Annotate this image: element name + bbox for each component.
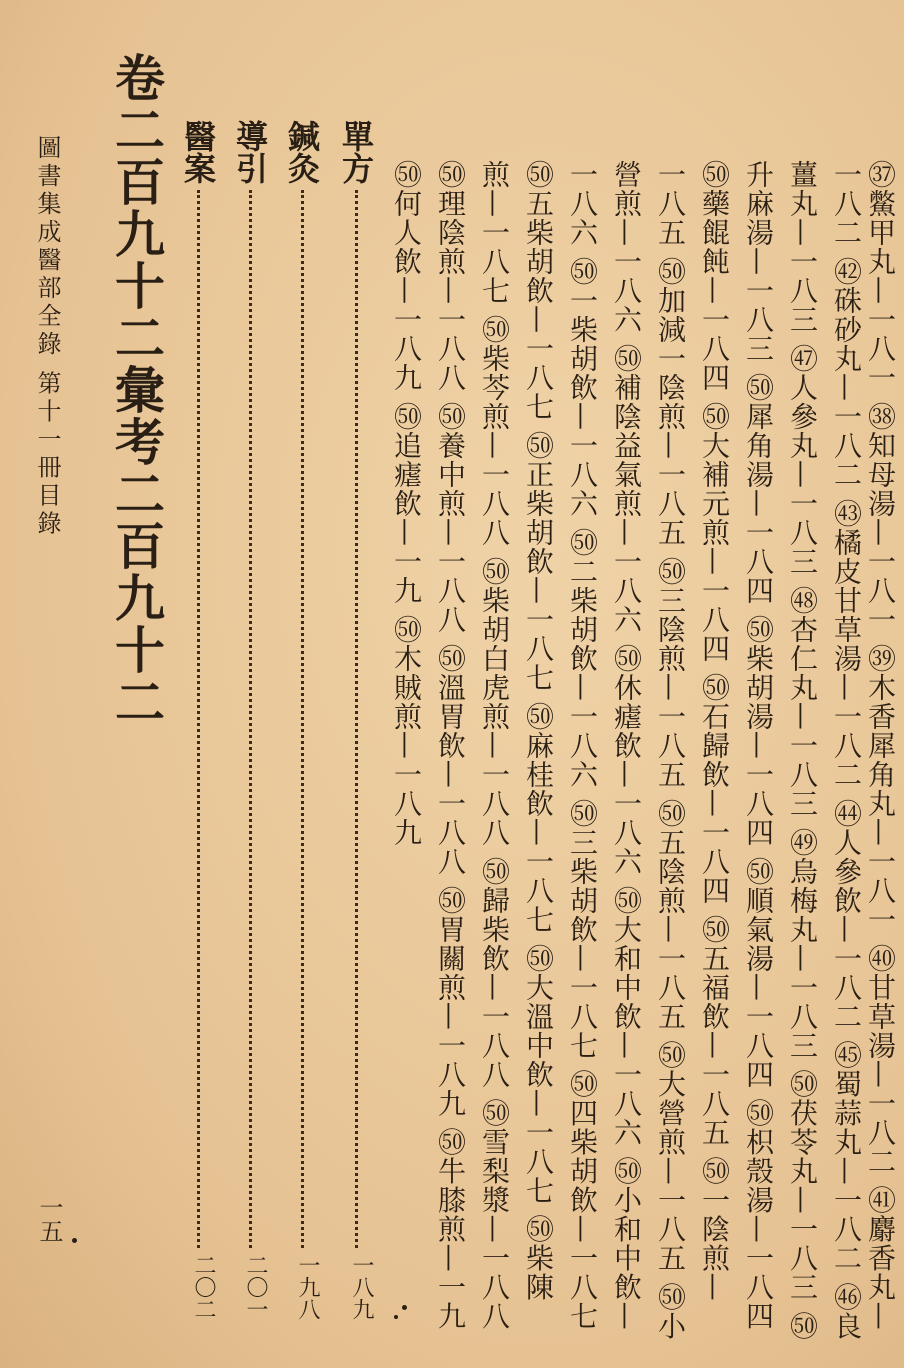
entry-column: 薑丸—一八三 ㊼人參丸—一八三 ㊽杏仁丸—一八三 ㊾烏梅丸—一八三 ㊿茯苓丸—一八三 ㊿ [786, 160, 819, 1341]
section-page: 一八九 [349, 1254, 374, 1320]
section-zhenjiu[interactable] [283, 120, 321, 1320]
entry-column: ㊿何人飲—一八九 ㊿追瘧飲—一九 ㊿木賊煎—一八九 [390, 160, 423, 847]
entry-column: ㊲鱉甲丸—一八一 ㊳知母湯—一八一 ㊴木香犀角丸—一八一 ㊵甘草湯—一八二 ㊶麝香丸— [864, 160, 897, 1331]
section-danfang[interactable] [337, 120, 375, 1320]
entry-column: 煎—一八七 ㊿柴芩煎—一八八 ㊿柴胡白虎煎—一八八 ㊿歸柴飲—一八八 ㊿雪梨漿—一八八 [478, 160, 511, 1331]
section-page: 二〇一 [243, 1254, 268, 1320]
ink-spot [402, 1305, 407, 1310]
entry-column: ㊿五柴胡飲—一八七 ㊿正柴胡飲—一八七 ㊿麻桂飲—一八七 ㊿大溫中飲—一八七 ㊿柴陳 [522, 160, 555, 1302]
section-name: 單方 [337, 120, 375, 184]
section-name: 醫案 [179, 120, 217, 184]
page-number: 一五 [35, 1195, 63, 1243]
entry-column: 一八五 ㊿加減一陰煎—一八五 ㊿三陰煎—一八五 ㊿五陰煎—一八五 ㊿大營煎—一八五 ㊿小 [654, 160, 687, 1341]
section-daoyin[interactable] [231, 120, 269, 1320]
dot-leader [301, 190, 304, 1248]
section-page: 二〇二 [191, 1254, 216, 1320]
entry-column: ㊿藥餛飩—一八四 ㊿大補元煎—一八四 ㊿石歸飲—一八四 ㊿五福飲—一八五 ㊿一陰煎— [698, 160, 731, 1302]
section-name: 鍼灸 [283, 120, 321, 184]
entry-column: 升麻湯—一八三 ㊿犀角湯—一八四 ㊿柴胡湯—一八四 ㊿順氣湯—一八四 ㊿枳殼湯—一八四 [742, 160, 775, 1331]
section-name: 導引 [231, 120, 269, 184]
dot-leader [197, 190, 200, 1248]
ink-spot [394, 1315, 398, 1319]
running-header: 圖書集成醫部全錄 第十一冊目錄 [33, 135, 61, 539]
ink-spot [72, 1238, 77, 1243]
entry-column: 一八二 ㊷硃砂丸—一八二 ㊸橘皮甘草湯—一八二 ㊹人參飲—一八二 ㊺蜀蒜丸—一八二 ㊻良 [830, 160, 863, 1341]
dot-leader [355, 190, 358, 1248]
section-page: 一九八 [295, 1254, 320, 1320]
entry-column: 一八六 ㊿一柴胡飲—一八六 ㊿二柴胡飲—一八六 ㊿三柴胡飲—一八七 ㊿四柴胡飲—一八七 [566, 160, 599, 1331]
section-yian[interactable] [179, 120, 217, 1320]
volume-title: 卷二百九十二彙考二百九十二 [107, 52, 166, 728]
entry-column: 營煎—一八六 ㊿補陰益氣煎—一八六 ㊿休瘧飲—一八六 ㊿大和中飲—一八六 ㊿小和中飲— [610, 160, 643, 1331]
dot-leader [249, 190, 252, 1248]
entry-column: ㊿理陰煎—一八八 ㊿養中煎—一八八 ㊿溫胃飲—一八八 ㊿胃關煎—一八九 ㊿牛膝煎—一九 [434, 160, 467, 1331]
